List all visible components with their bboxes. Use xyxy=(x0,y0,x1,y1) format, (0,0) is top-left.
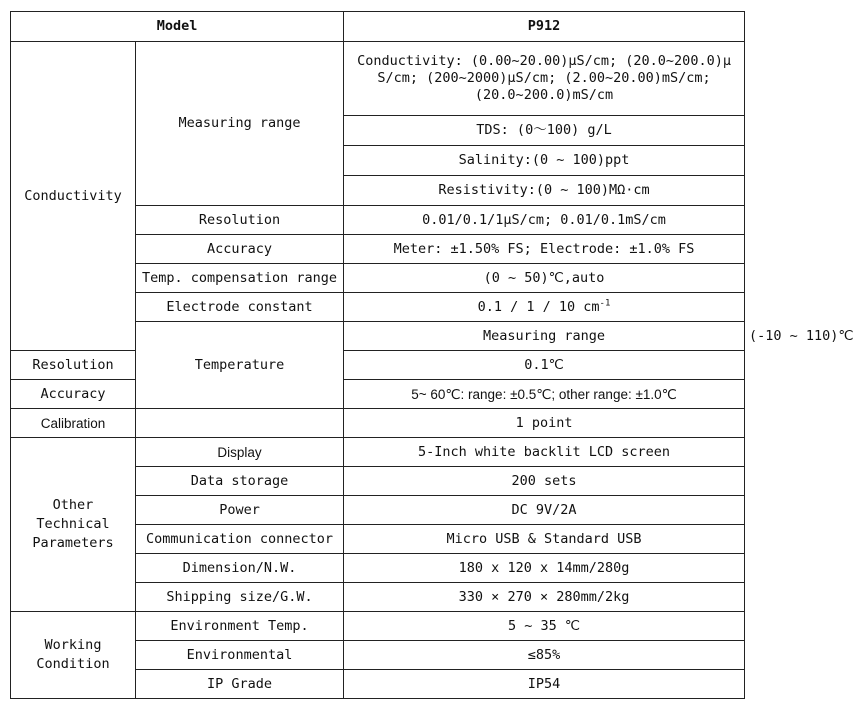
label-dimension: Dimension/N.W. xyxy=(136,554,344,583)
label-display: Display xyxy=(136,438,344,467)
value-calibration: 1 point xyxy=(344,409,745,438)
electrode-constant-exponent: -1 xyxy=(599,298,611,308)
value-environment-temp: 5 ~ 35 ℃ xyxy=(344,612,745,641)
table-row xyxy=(11,380,745,409)
label-data-storage: Data storage xyxy=(136,467,344,496)
value-range-resistivity: Resistivity:(0 ~ 100)MΩ·cm xyxy=(344,176,745,206)
value-ip-grade: IP54 xyxy=(344,670,745,699)
label-power: Power xyxy=(136,496,344,525)
label-resolution: Resolution xyxy=(136,206,344,235)
calibration-empty-cell xyxy=(136,409,344,438)
category-calibration: Calibration xyxy=(11,409,136,438)
value-temp-resolution: 0.1℃ xyxy=(344,351,745,380)
value-display: 5-Inch white backlit LCD screen xyxy=(344,438,745,467)
spec-table xyxy=(10,11,854,699)
category-other: Other Technical Parameters xyxy=(11,438,136,612)
label-temp-accuracy: Accuracy xyxy=(11,380,136,409)
value-electrode-constant xyxy=(344,293,745,322)
category-temperature: Temperature xyxy=(136,322,344,409)
value-accuracy: Meter: ±1.50% FS; Electrode: ±1.0% FS xyxy=(344,235,745,264)
value-temp-accuracy: 5~ 60℃: range: ±0.5℃; other range: ±1.0℃ xyxy=(344,380,745,409)
electrode-constant-text: 0.1 / 1 / 10 cm xyxy=(477,298,600,315)
label-communication: Communication connector xyxy=(136,525,344,554)
label-accuracy: Accuracy xyxy=(136,235,344,264)
label-ip-grade: IP Grade xyxy=(136,670,344,699)
label-environmental: Environmental xyxy=(136,641,344,670)
table-row xyxy=(11,612,745,641)
model-header-label: Model xyxy=(11,12,344,42)
value-resolution: 0.01/0.1/1μS/cm; 0.01/0.1mS/cm xyxy=(344,206,745,235)
label-temp-compensation: Temp. compensation range xyxy=(136,264,344,293)
label-electrode-constant: Electrode constant xyxy=(136,293,344,322)
table-row xyxy=(11,12,745,42)
value-environmental: ≤85% xyxy=(344,641,745,670)
value-range-tds: TDS: (0～100) g/L xyxy=(344,116,745,146)
value-data-storage: 200 sets xyxy=(344,467,745,496)
table-row xyxy=(11,409,745,438)
value-range-salinity: Salinity:(0 ~ 100)ppt xyxy=(344,146,745,176)
table-row xyxy=(11,351,745,380)
value-temp-compensation: (0 ~ 50)℃,auto xyxy=(344,264,745,293)
table-row xyxy=(11,42,745,116)
category-working-condition: Working Condition xyxy=(11,612,136,699)
model-header-value: P912 xyxy=(344,12,745,42)
category-conductivity: Conductivity xyxy=(11,42,136,351)
value-dimension: 180 x 120 x 14mm/280g xyxy=(344,554,745,583)
table-row xyxy=(11,438,745,467)
value-power: DC 9V/2A xyxy=(344,496,745,525)
label-shipping: Shipping size/G.W. xyxy=(136,583,344,612)
label-temp-resolution: Resolution xyxy=(11,351,136,380)
value-range-conductivity: Conductivity: (0.00~20.00)μS/cm; (20.0~200.0)μ S/cm; (200~2000)μS/cm; (2.00~20.00)mS/cm; (20.0~200.0)mS/cm xyxy=(344,42,745,116)
label-environment-temp: Environment Temp. xyxy=(136,612,344,641)
value-shipping: 330 × 270 × 280mm/2kg xyxy=(344,583,745,612)
label-temp-range: Measuring range xyxy=(344,322,745,351)
value-communication: Micro USB & Standard USB xyxy=(344,525,745,554)
label-measuring-range: Measuring range xyxy=(136,42,344,206)
table-row: Temperature Measuring range (-10 ~ 110)℃ xyxy=(11,322,745,351)
